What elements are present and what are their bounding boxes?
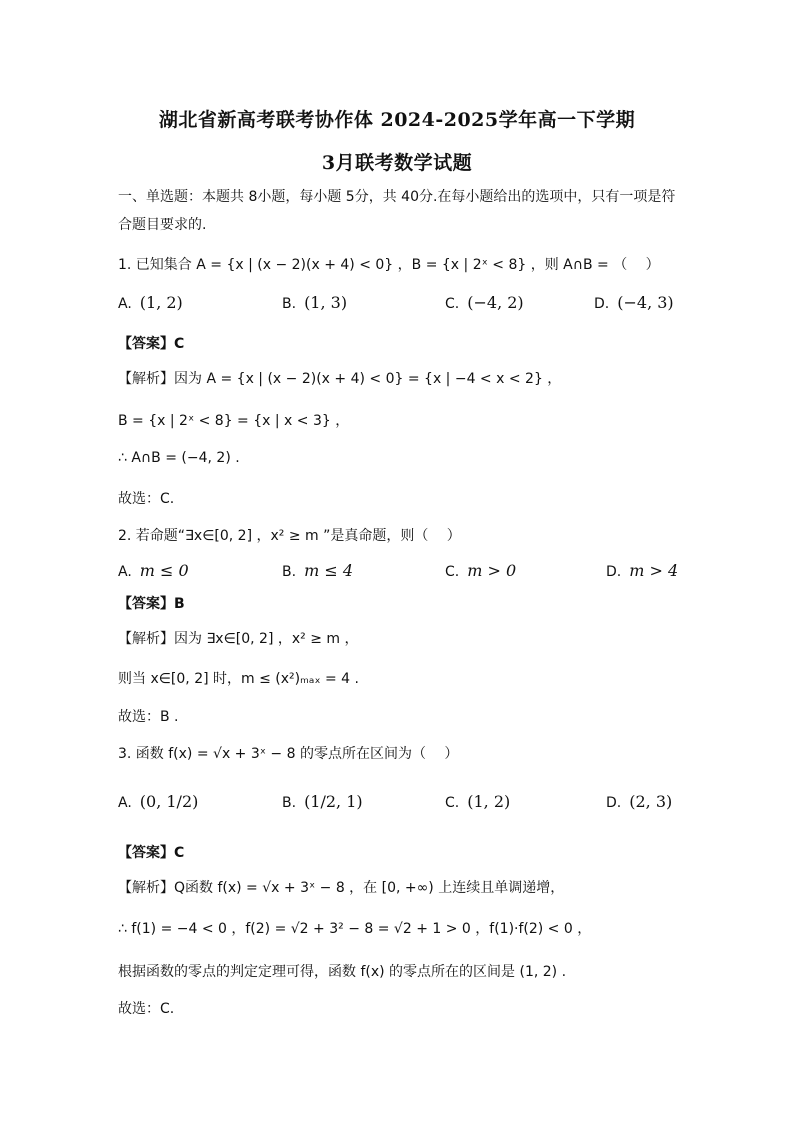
q3-option-b-letter: B. bbox=[282, 795, 297, 811]
q1-option-a-value: (1, 2) bbox=[139, 293, 183, 312]
q3-option-c-value: (1, 2) bbox=[467, 792, 511, 811]
q1-option-c-letter: C. bbox=[445, 296, 460, 312]
q1-choose: 故选：C. bbox=[118, 491, 175, 507]
q2-option-b-letter: B. bbox=[282, 564, 297, 580]
exam-subtitle: 3月联考数学试题 bbox=[321, 152, 473, 174]
q1-explanation-2: B = {x | 2ˣ < 8} = {x | x < 3} ， bbox=[118, 413, 350, 429]
q2-option-b-value: m ≤ 4 bbox=[304, 561, 353, 580]
q2-option-c-letter: C. bbox=[445, 564, 460, 580]
q3-option-d bbox=[606, 792, 672, 811]
q1-option-a-letter: A. bbox=[118, 296, 132, 312]
q1-option-a bbox=[118, 293, 183, 312]
q1-option-d-value: (−4, 3) bbox=[617, 293, 674, 312]
q2-answer: 【答案】B bbox=[118, 596, 185, 612]
q3-option-a-letter: A. bbox=[118, 795, 132, 811]
q3-option-c bbox=[445, 792, 510, 811]
section-instructions-line2: 合题目要求的. bbox=[118, 217, 207, 233]
q2-option-d bbox=[606, 561, 678, 580]
q1-option-d-letter: D. bbox=[594, 296, 610, 312]
q1-option-c bbox=[445, 293, 524, 312]
q1-option-c-value: (−4, 2) bbox=[467, 293, 524, 312]
section-instructions-line1: 一、单选题：本题共 8小题，每小题 5分，共 40分.在每小题给出的选项中，只有一项是符 bbox=[118, 189, 676, 205]
q3-option-a bbox=[118, 792, 198, 811]
q3-explanation-3: 根据函数的零点的判定定理可得，函数 f(x) 的零点所在的区间是 (1, 2) . bbox=[118, 964, 567, 980]
q3-explanation-2: ∴ f(1) = −4 < 0 ，f(2) = √2 + 3² − 8 = √2 + 1 > 0 ，f(1)·f(2) < 0 ， bbox=[118, 921, 592, 937]
q2-explanation-2: 则当 x∈[0, 2] 时，m ≤ (x²)ₘₐₓ = 4 . bbox=[118, 671, 359, 687]
q2-stem: 2. 若命题“∃x∈[0, 2] ，x² ≥ m ”是真命题，则（ ） bbox=[118, 528, 461, 544]
q3-option-b-value: (1/2, 1) bbox=[304, 792, 363, 811]
q3-answer: 【答案】C bbox=[118, 845, 185, 861]
q3-option-c-letter: C. bbox=[445, 795, 460, 811]
q1-stem: 1. 已知集合 A = {x | (x − 2)(x + 4) < 0} ，B = {x | 2ˣ < 8} ，则 A∩B = （ ） bbox=[118, 257, 660, 273]
q2-option-a-letter: A. bbox=[118, 564, 132, 580]
q3-option-d-value: (2, 3) bbox=[629, 792, 673, 811]
q1-option-b-letter: B. bbox=[282, 296, 297, 312]
q3-stem: 3. 函数 f(x) = √x + 3ˣ − 8 的零点所在区间为（ ） bbox=[118, 746, 459, 762]
q1-option-b bbox=[282, 293, 347, 312]
q2-explanation-1: 【解析】因为 ∃x∈[0, 2] ，x² ≥ m ， bbox=[118, 631, 359, 647]
q2-option-c bbox=[445, 561, 516, 580]
q1-answer: 【答案】C bbox=[118, 336, 185, 352]
q2-option-d-letter: D. bbox=[606, 564, 622, 580]
q1-explanation-1: 【解析】因为 A = {x | (x − 2)(x + 4) < 0} = {x | −4 < x < 2} ， bbox=[118, 371, 562, 387]
q2-option-c-value: m > 0 bbox=[467, 561, 517, 580]
q3-option-d-letter: D. bbox=[606, 795, 622, 811]
q2-choose: 故选：B . bbox=[118, 709, 179, 725]
exam-title: 湖北省新高考联考协作体 2024-2025学年高一下学期 bbox=[158, 109, 636, 131]
q1-option-b-value: (1, 3) bbox=[304, 293, 348, 312]
q1-option-d bbox=[594, 293, 674, 312]
q2-option-b bbox=[282, 561, 353, 580]
q3-option-a-value: (0, 1/2) bbox=[139, 792, 199, 811]
q2-option-a-value: m ≤ 0 bbox=[139, 561, 189, 580]
q2-option-a bbox=[118, 561, 189, 580]
q1-explanation-3: ∴ A∩B = (−4, 2) . bbox=[118, 450, 240, 466]
q3-option-b bbox=[282, 792, 363, 811]
q3-choose: 故选：C. bbox=[118, 1001, 175, 1017]
q3-explanation-1: 【解析】Q函数 f(x) = √x + 3ˣ − 8 ，在 [0, +∞) 上连续且单调递增， bbox=[118, 880, 565, 896]
q2-option-d-value: m > 4 bbox=[629, 561, 679, 580]
